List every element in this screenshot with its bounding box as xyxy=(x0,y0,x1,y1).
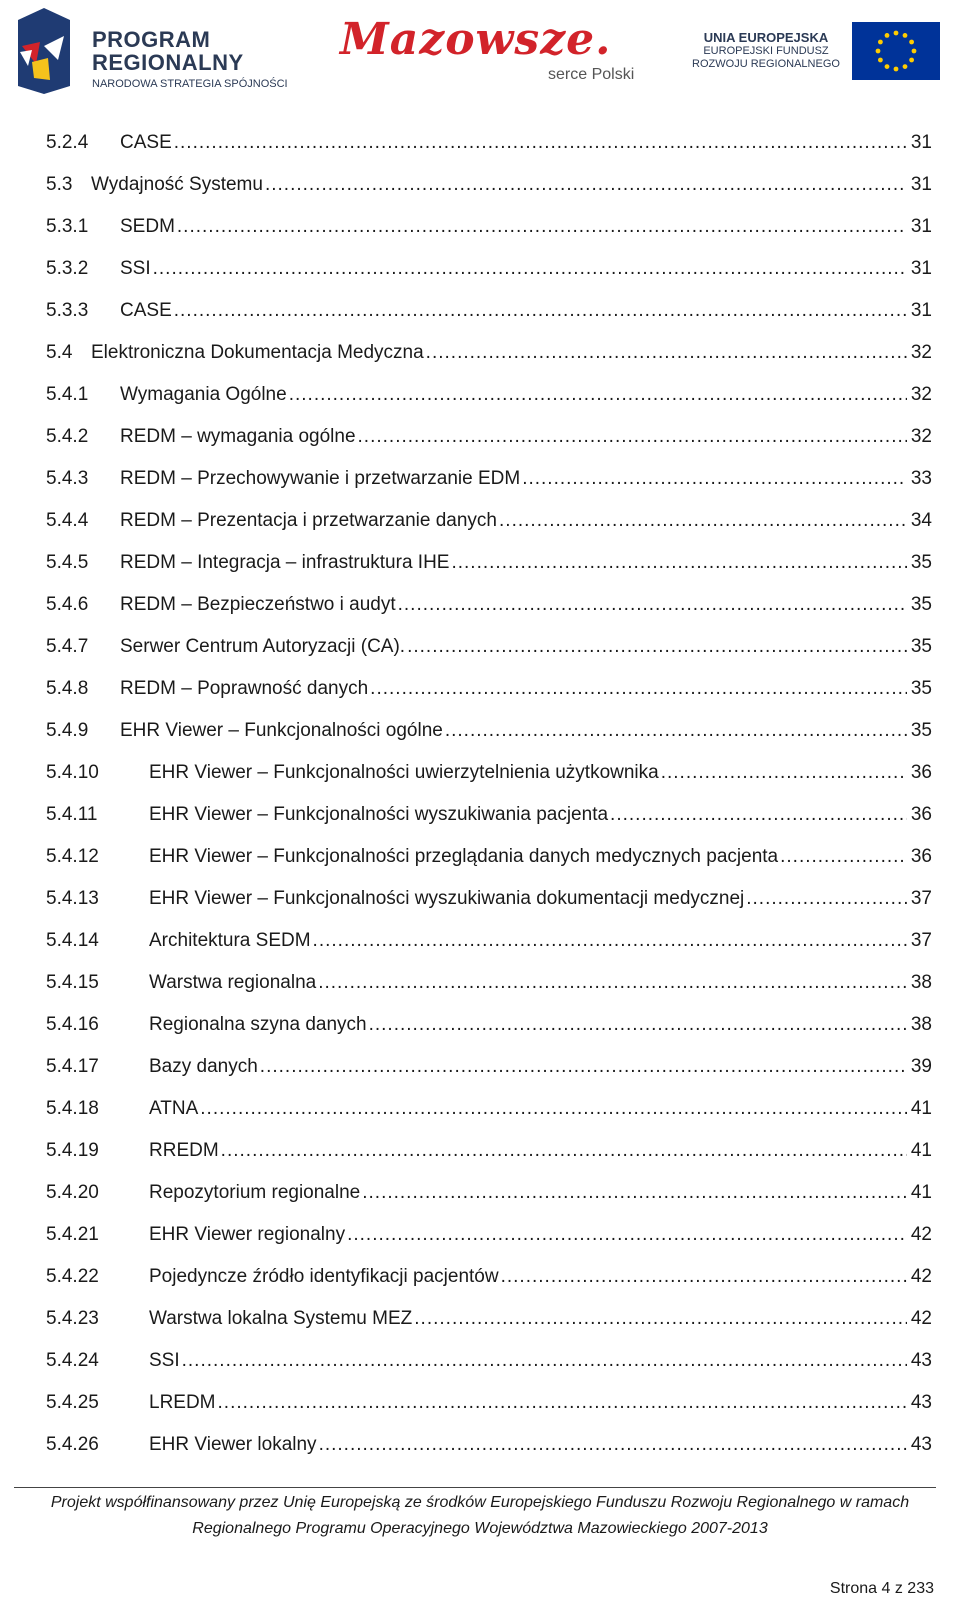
toc-entry-title: Warstwa regionalna xyxy=(149,972,317,993)
toc-entry-leader xyxy=(398,589,907,621)
toc-entry-title: LREDM xyxy=(149,1392,216,1413)
toc-entry-title: SEDM xyxy=(120,216,175,237)
toc-entry-page: 41 xyxy=(910,1182,932,1203)
toc-entry[interactable] xyxy=(46,715,932,757)
page-number: Strona 4 z 233 xyxy=(829,1580,934,1597)
toc-entry-page: 41 xyxy=(910,1098,932,1119)
toc-entry-page: 35 xyxy=(910,636,932,657)
eu-star-icon xyxy=(903,33,908,38)
toc-entry[interactable] xyxy=(46,1051,932,1093)
toc-entry-number: 5.4.6 xyxy=(46,594,89,615)
mazowsze-logo xyxy=(340,14,640,88)
toc-entry-leader xyxy=(260,1051,907,1083)
toc-entry-leader xyxy=(661,757,907,789)
toc-entry[interactable] xyxy=(46,799,932,841)
toc-entry[interactable] xyxy=(46,1177,932,1219)
toc-entry-number: 5.4.4 xyxy=(46,510,89,531)
toc-entry-title: EHR Viewer – Funkcjonalności ogólne xyxy=(120,720,443,741)
footer-divider xyxy=(14,1487,936,1488)
toc-entry-title: Wymagania Ogólne xyxy=(120,384,287,405)
toc-entry-page: 37 xyxy=(910,888,932,909)
toc-entry-number: 5.2.4 xyxy=(46,132,89,153)
toc-entry-leader xyxy=(369,1009,907,1041)
toc-entry[interactable] xyxy=(46,673,932,715)
page-header xyxy=(0,0,960,105)
toc-entry[interactable] xyxy=(46,547,932,589)
mazowsze-wordmark: Mazowsze. xyxy=(340,14,612,65)
toc-entry-title: REDM – wymagania ogólne xyxy=(120,426,356,447)
footer-line-1: Projekt współfinansowany przez Unię Europejską ze środków Europejskiego Funduszu Rozwoju Regionalnego w ramach xyxy=(50,1494,910,1511)
toc-entry[interactable] xyxy=(46,253,932,295)
toc-entry-page: 35 xyxy=(910,594,932,615)
program-regionalny-emblem-icon xyxy=(14,6,74,96)
eu-star-icon xyxy=(878,40,883,45)
toc-entry-leader xyxy=(451,547,906,579)
toc-entry[interactable] xyxy=(46,1093,932,1135)
toc-entry-page: 35 xyxy=(910,678,932,699)
toc-entry-page: 43 xyxy=(910,1350,932,1371)
toc-entry-number: 5.4.10 xyxy=(46,762,99,783)
eu-star-icon xyxy=(903,64,908,69)
toc-entry-number: 5.4.9 xyxy=(46,720,89,741)
toc-entry-title: EHR Viewer regionalny xyxy=(149,1224,346,1245)
toc-entry[interactable] xyxy=(46,421,932,463)
toc-entry[interactable] xyxy=(46,1345,932,1387)
toc-entry-number: 5.4.3 xyxy=(46,468,89,489)
toc-entry-page: 34 xyxy=(910,510,932,531)
toc-entry-leader xyxy=(445,715,907,747)
eu-star-icon xyxy=(912,49,917,54)
toc-entry-page: 32 xyxy=(910,426,932,447)
toc-entry-title: ATNA xyxy=(149,1098,199,1119)
toc-entry-number: 5.4.18 xyxy=(46,1098,99,1119)
toc-entry[interactable] xyxy=(46,1135,932,1177)
page-footer xyxy=(0,1490,960,1542)
toc-entry-title: Wydajność Systemu xyxy=(91,174,263,195)
toc-entry-page: 42 xyxy=(910,1266,932,1287)
toc-entry-title: RREDM xyxy=(149,1140,219,1161)
eu-star-icon xyxy=(878,58,883,63)
toc-entry-page: 31 xyxy=(910,216,932,237)
toc-entry-number: 5.4.11 xyxy=(46,804,98,825)
toc-entry[interactable] xyxy=(46,967,932,1009)
toc-entry-page: 33 xyxy=(910,468,932,489)
eu-flag-icon xyxy=(852,22,940,80)
toc-entry-page: 43 xyxy=(910,1434,932,1455)
eu-line-2: EUROPEJSKI FUNDUSZ xyxy=(703,45,829,57)
toc-entry-leader xyxy=(499,505,907,537)
toc-entry-title: SSI xyxy=(120,258,151,279)
toc-entry[interactable] xyxy=(46,463,932,505)
toc-entry-page: 35 xyxy=(910,552,932,573)
toc-entry-number: 5.4 xyxy=(46,342,73,363)
toc-entry-leader xyxy=(610,799,907,831)
toc-entry-number: 5.4.22 xyxy=(46,1266,99,1287)
toc-entry-title: REDM – Integracja – infrastruktura IHE xyxy=(120,552,450,573)
eu-star-icon xyxy=(885,33,890,38)
toc-entry-page: 39 xyxy=(910,1056,932,1077)
toc-entry-leader xyxy=(289,379,907,411)
toc-entry-page: 42 xyxy=(910,1308,932,1329)
toc-entry-page: 35 xyxy=(910,720,932,741)
toc-entry-title: EHR Viewer – Funkcjonalności wyszukiwania dokumentacji medycznej xyxy=(149,888,745,909)
toc-entry-number: 5.4.16 xyxy=(46,1014,99,1035)
table-of-contents xyxy=(46,127,932,1471)
toc-entry-leader xyxy=(370,673,907,705)
toc-entry-number: 5.4.2 xyxy=(46,426,89,447)
toc-entry-page: 36 xyxy=(910,846,932,867)
toc-entry-leader xyxy=(265,169,907,201)
toc-entry-page: 32 xyxy=(910,384,932,405)
toc-entry[interactable] xyxy=(46,505,932,547)
toc-entry-number: 5.4.17 xyxy=(46,1056,99,1077)
toc-entry-leader xyxy=(313,925,907,957)
toc-entry[interactable] xyxy=(46,1387,932,1429)
toc-entry-leader xyxy=(153,253,907,285)
toc-entry-page: 38 xyxy=(910,972,932,993)
toc-entry-leader xyxy=(174,127,907,159)
toc-entry[interactable] xyxy=(46,1009,932,1051)
toc-entry-number: 5.4.12 xyxy=(46,846,99,867)
toc-entry-title: REDM – Bezpieczeństwo i audyt xyxy=(120,594,396,615)
toc-entry-title: CASE xyxy=(120,300,172,321)
toc-entry[interactable] xyxy=(46,841,932,883)
toc-entry-title: REDM – Poprawność danych xyxy=(120,678,369,699)
toc-entry-title: REDM – Prezentacja i przetwarzanie danych xyxy=(120,510,498,531)
toc-entry-number: 5.3.3 xyxy=(46,300,89,321)
toc-entry-title: SSI xyxy=(149,1350,180,1371)
toc-entry-page: 31 xyxy=(910,258,932,279)
toc-entry-number: 5.4.25 xyxy=(46,1392,99,1413)
eu-star-icon xyxy=(909,40,914,45)
toc-entry-leader xyxy=(746,883,907,915)
toc-entry-number: 5.4.15 xyxy=(46,972,99,993)
toc-entry-page: 43 xyxy=(910,1392,932,1413)
program-regionalny-logo xyxy=(14,6,304,96)
toc-entry-page: 37 xyxy=(910,930,932,951)
toc-entry-leader xyxy=(358,421,907,453)
toc-entry-leader xyxy=(200,1093,907,1125)
toc-entry[interactable] xyxy=(46,1429,932,1471)
toc-entry-number: 5.4.19 xyxy=(46,1140,99,1161)
toc-entry-leader xyxy=(347,1219,907,1251)
toc-entry-number: 5.4.26 xyxy=(46,1434,99,1455)
toc-entry-number: 5.4.13 xyxy=(46,888,99,909)
toc-entry-leader xyxy=(780,841,907,873)
toc-entry-page: 32 xyxy=(910,342,932,363)
toc-entry-number: 5.4.8 xyxy=(46,678,89,699)
toc-entry[interactable] xyxy=(46,379,932,421)
toc-entry-leader xyxy=(362,1177,907,1209)
mazowsze-tagline: serce Polski xyxy=(548,66,635,83)
toc-entry[interactable] xyxy=(46,211,932,253)
eu-star-icon xyxy=(894,31,899,36)
toc-entry-title: CASE xyxy=(120,132,172,153)
toc-entry-title: Regionalna szyna danych xyxy=(149,1014,367,1035)
toc-entry-number: 5.4.23 xyxy=(46,1308,99,1329)
eu-star-icon xyxy=(894,67,899,72)
toc-entry-title: Serwer Centrum Autoryzacji (CA). xyxy=(120,636,406,657)
toc-entry[interactable] xyxy=(46,169,932,211)
toc-entry-leader xyxy=(501,1261,907,1293)
toc-entry-leader xyxy=(218,1387,907,1419)
toc-entry-number: 5.4.21 xyxy=(46,1224,99,1245)
toc-entry[interactable] xyxy=(46,1261,932,1303)
toc-entry-title: EHR Viewer – Funkcjonalności przeglądania danych medycznych pacjenta xyxy=(149,846,779,867)
toc-entry-number: 5.4.7 xyxy=(46,636,89,657)
toc-entry-title: EHR Viewer – Funkcjonalności uwierzytelnienia użytkownika xyxy=(149,762,659,783)
toc-entry-title: EHR Viewer – Funkcjonalności wyszukiwania pacjenta xyxy=(149,804,609,825)
toc-entry-title: Pojedyncze źródło identyfikacji pacjentów xyxy=(149,1266,499,1287)
eu-star-icon xyxy=(876,49,881,54)
toc-entry-leader xyxy=(177,211,907,243)
toc-entry-page: 31 xyxy=(910,174,932,195)
toc-entry[interactable] xyxy=(46,295,932,337)
toc-entry[interactable] xyxy=(46,1219,932,1261)
toc-entry-number: 5.4.1 xyxy=(46,384,89,405)
toc-entry-leader xyxy=(522,463,907,495)
toc-entry-page: 31 xyxy=(910,132,932,153)
toc-entry[interactable] xyxy=(46,757,932,799)
toc-entry-page: 31 xyxy=(910,300,932,321)
toc-entry[interactable] xyxy=(46,589,932,631)
eu-logo xyxy=(686,20,946,84)
toc-entry-number: 5.4.14 xyxy=(46,930,99,951)
toc-entry-number: 5.4.5 xyxy=(46,552,89,573)
toc-entry-page: 38 xyxy=(910,1014,932,1035)
toc-entry[interactable] xyxy=(46,883,932,925)
toc-entry-leader xyxy=(318,967,907,999)
toc-entry-leader xyxy=(221,1135,907,1167)
toc-entry-title: Repozytorium regionalne xyxy=(149,1182,361,1203)
eu-text xyxy=(686,30,846,71)
toc-entry-number: 5.3.1 xyxy=(46,216,89,237)
toc-entry-page: 41 xyxy=(910,1140,932,1161)
toc-entry-number: 5.4.20 xyxy=(46,1182,99,1203)
toc-entry[interactable] xyxy=(46,127,932,169)
program-regionalny-title: PROGRAM REGIONALNY xyxy=(92,27,244,75)
toc-entry-leader xyxy=(426,337,907,369)
eu-line-1: UNIA EUROPEJSKA xyxy=(703,30,829,45)
toc-entry-leader xyxy=(414,1303,907,1335)
toc-entry-leader xyxy=(174,295,907,327)
toc-entry-title: Warstwa lokalna Systemu MEZ xyxy=(149,1308,413,1329)
toc-entry[interactable] xyxy=(46,925,932,967)
toc-entry[interactable] xyxy=(46,337,932,379)
toc-entry-title: EHR Viewer lokalny xyxy=(149,1434,317,1455)
toc-entry-title: REDM – Przechowywanie i przetwarzanie EDM xyxy=(120,468,521,489)
eu-star-icon xyxy=(885,64,890,69)
toc-entry-page: 36 xyxy=(910,804,932,825)
eu-star-icon xyxy=(909,58,914,63)
toc-entry-title: Bazy danych xyxy=(149,1056,258,1077)
toc-entry-number: 5.4.24 xyxy=(46,1350,99,1371)
toc-entry-number: 5.3 xyxy=(46,174,73,195)
toc-entry-number: 5.3.2 xyxy=(46,258,89,279)
toc-entry-leader xyxy=(407,631,907,663)
toc-entry[interactable] xyxy=(46,631,932,673)
program-regionalny-subtitle: NARODOWA STRATEGIA SPÓJNOŚCI xyxy=(92,78,288,90)
toc-entry-leader xyxy=(182,1345,907,1377)
footer-line-2: Regionalnego Programu Operacyjnego Województwa Mazowieckiego 2007-2013 xyxy=(192,1520,768,1537)
toc-entry[interactable] xyxy=(46,1303,932,1345)
eu-line-3: ROZWOJU REGIONALNEGO xyxy=(692,58,840,70)
toc-entry-page: 42 xyxy=(910,1224,932,1245)
toc-entry-page: 36 xyxy=(910,762,932,783)
toc-entry-title: Architektura SEDM xyxy=(149,930,311,951)
toc-entry-leader xyxy=(319,1429,907,1461)
toc-entry-title: Elektroniczna Dokumentacja Medyczna xyxy=(91,342,424,363)
